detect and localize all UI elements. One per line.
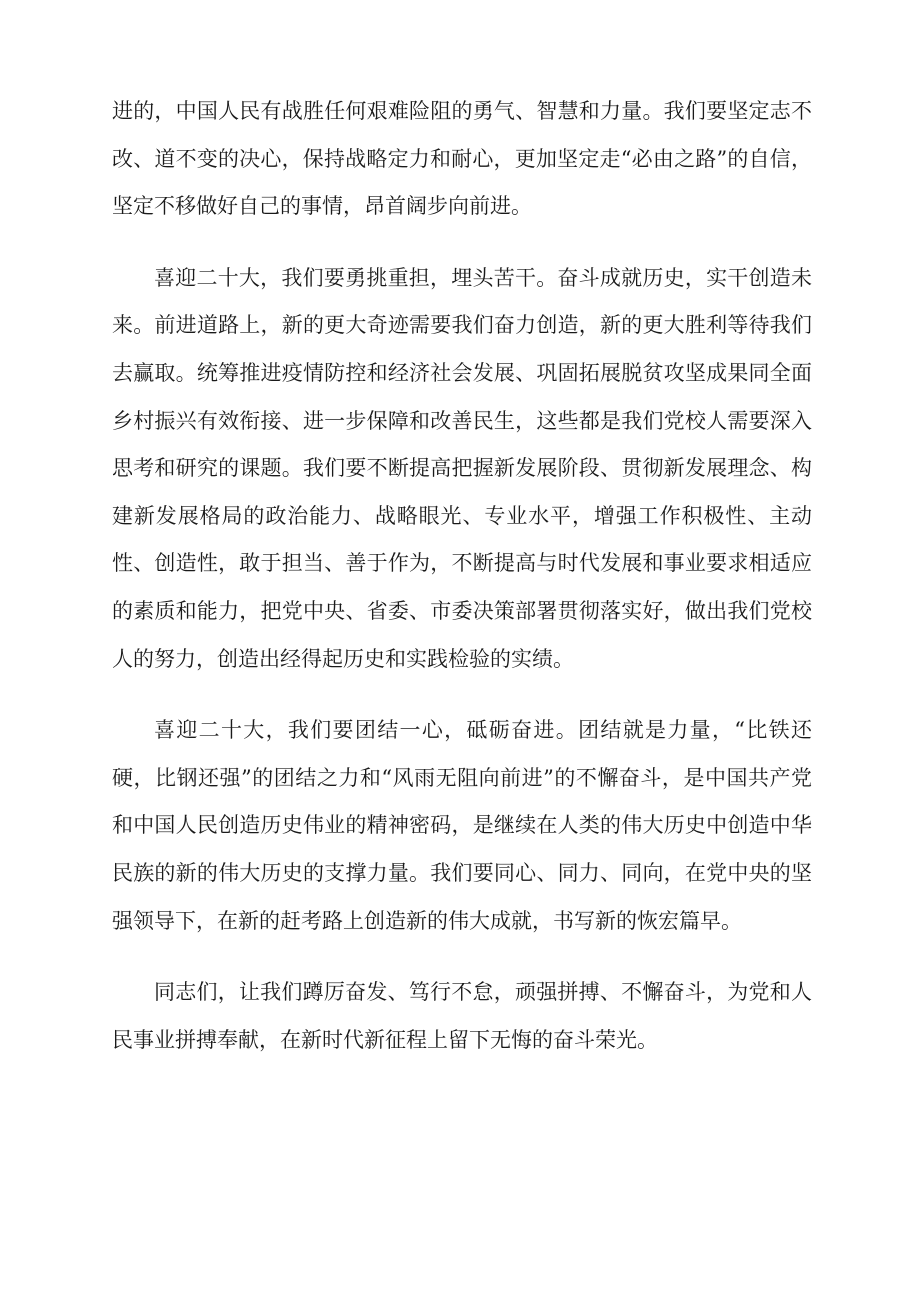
document-body <box>112 88 812 1088</box>
paragraph-2: 喜迎二十大，我们要勇挑重担，埋头苦干。奋斗成就历史，实干创造未来。前进道路上，新的更大奇迹需要我们奋力创造，新的更大胜利等待我们去赢取。统筹推进疫情防控和经济社会发展、巩固拓展脱贫攻坚成果同全面乡村振兴有效衔接、进一步保障和改善民生，这些都是我们党校人需要深入思考和研究的课题。我们要不断提高把握新发展阶段、贯彻新发展理念、构建新发展格局的政治能力、战略眼光、专业水平，增强工作积极性、主动性、创造性，敢于担当、善于作为，不断提高与时代发展和事业要求相适应的素质和能力，把党中央、省委、市委决策部署贯彻落实好，做出我们党校人的努力，创造出经得起历史和实践检验的实绩。 <box>112 265 812 671</box>
paragraph-1: 进的，中国人民有战胜任何艰难险阻的勇气、智慧和力量。我们要坚定志不改、道不变的决心，保持战略定力和耐心，更加坚定走“必由之路”的自信，坚定不移做好自己的事情，昂首阔步向前进。 <box>112 99 812 219</box>
paragraph-3: 喜迎二十大，我们要团结一心，砥砺奋进。团结就是力量，“比铁还硬，比钢还强”的团结之力和“风雨无阻向前进”的不懈奋斗，是中国共产党和中国人民创造历史伟业的精神密码，是继续在人类的伟大历史中创造中华民族的新的伟大历史的支撑力量。我们要同心、同力、同向，在党中央的坚强领导下，在新的赶考路上创造新的伟大成就，书写新的恢宏篇早。 <box>112 718 812 933</box>
paragraph-4: 同志们，让我们蹲厉奋发、笃行不怠，顽强拼搏、不懈奋斗，为党和人民事业拼搏奉献，在新时代新征程上留下无悔的奋斗荣光。 <box>112 980 812 1052</box>
